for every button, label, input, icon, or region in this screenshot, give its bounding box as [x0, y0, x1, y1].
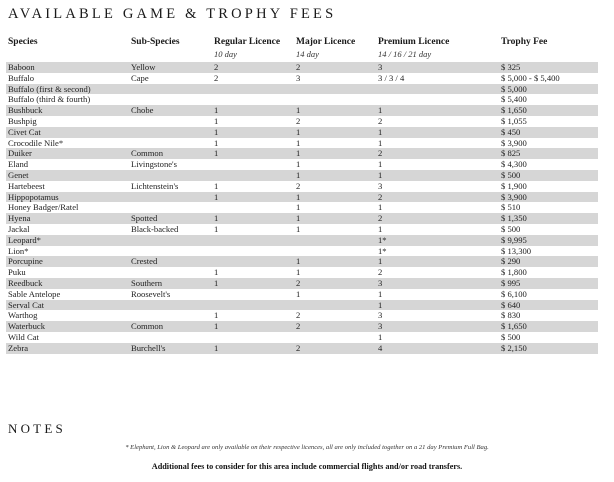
premium-licence-cell: 3	[378, 62, 383, 72]
species-cell: Porcupine	[8, 256, 43, 267]
table-row	[6, 289, 598, 300]
trophy-fee-cell: $ 510	[501, 202, 521, 213]
premium-licence-cell: 3	[378, 321, 383, 332]
premium-licence-cell: 1	[378, 256, 383, 267]
table-row	[6, 105, 598, 116]
species-cell: Bushbuck	[8, 105, 43, 116]
premium-licence-cell: 2	[378, 191, 383, 202]
subspecies-cell: Cape	[131, 72, 149, 83]
species-cell: Duiker	[8, 148, 32, 159]
trophy-fee-cell: $ 3,900	[501, 191, 527, 202]
table-row	[6, 181, 598, 192]
regular-licence-cell: 1	[214, 213, 219, 224]
major-licence-cell: 2	[296, 310, 301, 321]
trophy-fee-cell: $ 5,400	[501, 94, 527, 105]
subspecies-cell: Common	[131, 321, 163, 332]
trophy-fee-cell: $ 13,300	[501, 245, 532, 256]
major-licence-cell: 2	[296, 277, 301, 288]
table-row	[6, 246, 598, 257]
table-row	[6, 138, 598, 149]
trophy-fee-cell: $ 4,300	[501, 159, 527, 170]
major-licence-cell: 1	[296, 126, 301, 137]
regular-licence-cell: 1	[214, 137, 219, 148]
regular-licence-cell: 1	[214, 180, 219, 191]
table-row	[6, 321, 598, 332]
major-licence-cell: 1	[296, 105, 301, 116]
species-cell: Serval Cat	[8, 299, 45, 310]
table-row	[6, 170, 598, 181]
subspecies-cell: Chobe	[131, 105, 154, 116]
trophy-fee-cell: $ 5,000	[501, 83, 527, 94]
premium-licence-cell: 4	[378, 342, 383, 353]
premium-licence-cell: 1	[378, 223, 383, 234]
table-row	[6, 159, 598, 170]
major-licence-cell: 2	[296, 62, 301, 72]
trophy-fee-cell: $ 995	[501, 277, 521, 288]
species-cell: Puku	[8, 267, 26, 278]
header-major-duration: 14 day	[296, 49, 319, 59]
regular-licence-cell: 1	[214, 105, 219, 116]
trophy-fee-cell: $ 450	[501, 126, 521, 137]
premium-licence-cell: 1	[378, 137, 383, 148]
regular-licence-cell: 2	[214, 62, 219, 72]
premium-licence-cell: 2	[378, 213, 383, 224]
species-cell: Genet	[8, 169, 29, 180]
premium-licence-cell: 1	[378, 288, 383, 299]
header-regular-duration: 10 day	[214, 49, 237, 59]
table-row	[6, 192, 598, 203]
species-cell: Eland	[8, 159, 29, 170]
notes-heading: NOTES	[8, 421, 66, 436]
major-licence-cell: 2	[296, 342, 301, 353]
species-cell: Hartebeest	[8, 180, 45, 191]
table-row	[6, 148, 598, 159]
subspecies-cell: Crested	[131, 256, 158, 267]
table-row	[6, 202, 598, 213]
species-cell: Jackal	[8, 223, 30, 234]
species-cell: Crocodile Nile*	[8, 137, 64, 148]
species-cell: Honey Badger/Ratel	[8, 202, 79, 213]
header-subspecies: Sub-Species	[131, 37, 180, 47]
table-row	[6, 94, 598, 105]
table-row	[6, 267, 598, 278]
species-cell: Zebra	[8, 342, 29, 353]
regular-licence-cell: 1	[214, 115, 219, 126]
premium-licence-cell: 3	[378, 277, 383, 288]
major-licence-cell: 2	[296, 180, 301, 191]
header-species: Species	[8, 37, 38, 47]
table-row	[6, 300, 598, 311]
species-cell: Wild Cat	[8, 331, 39, 342]
additional-fees-note: Additional fees to consider for this area include commercial flights and/or road transfers.	[151, 462, 463, 471]
trophy-fee-cell: $ 500	[501, 169, 521, 180]
premium-licence-cell: 2	[378, 267, 383, 278]
header-premium-duration: 14 / 16 / 21 day	[378, 49, 432, 59]
major-licence-cell: 1	[296, 223, 301, 234]
major-licence-cell: 1	[296, 267, 301, 278]
page-title: AVAILABLE GAME & TROPHY FEES	[8, 6, 337, 22]
trophy-fee-cell: $ 325	[501, 62, 521, 72]
table-row	[6, 235, 598, 246]
major-licence-cell: 1	[296, 256, 301, 267]
trophy-fee-cell: $ 1,350	[501, 213, 527, 224]
table-row	[6, 224, 598, 235]
premium-licence-cell: 3 / 3 / 4	[378, 72, 405, 83]
regular-licence-cell: 1	[214, 223, 219, 234]
table-row	[6, 62, 598, 73]
notes-footnote: * Elephant, Lion & Leopard are only available on their respective licences, all are only included together on a 21 day Premium Full Bag.	[125, 444, 489, 451]
table-row	[6, 310, 598, 321]
major-licence-cell: 2	[296, 321, 301, 332]
regular-licence-cell: 1	[214, 310, 219, 321]
species-cell: Warthog	[8, 310, 38, 321]
subspecies-cell: Livingstone's	[131, 159, 177, 170]
regular-licence-cell: 1	[214, 148, 219, 159]
header-premium-licence: Premium Licence	[378, 37, 450, 47]
premium-licence-cell: 1	[378, 105, 383, 116]
species-cell: Baboon	[8, 62, 35, 72]
species-cell: Hyena	[8, 213, 31, 224]
major-licence-cell: 1	[296, 148, 301, 159]
header-regular-licence: Regular Licence	[214, 37, 281, 47]
regular-licence-cell: 2	[214, 72, 219, 83]
subspecies-cell: Spotted	[131, 213, 158, 224]
regular-licence-cell: 1	[214, 277, 219, 288]
species-cell: Lion*	[8, 245, 29, 256]
species-cell: Buffalo	[8, 72, 35, 83]
subspecies-cell: Common	[131, 148, 163, 159]
species-cell: Reedbuck	[8, 277, 43, 288]
subspecies-cell: Burchell's	[131, 342, 166, 353]
premium-licence-cell: 1	[378, 331, 383, 342]
trophy-fee-cell: $ 640	[501, 299, 521, 310]
species-cell: Sable Antelope	[8, 288, 61, 299]
major-licence-cell: 1	[296, 137, 301, 148]
trophy-fee-cell: $ 500	[501, 331, 521, 342]
trophy-fee-cell: $ 2,150	[501, 342, 527, 353]
species-cell: Waterbuck	[8, 321, 46, 332]
trophy-fee-cell: $ 6,100	[501, 288, 527, 299]
regular-licence-cell: 1	[214, 191, 219, 202]
regular-licence-cell: 1	[214, 267, 219, 278]
major-licence-cell: 2	[296, 115, 301, 126]
table-row	[6, 278, 598, 289]
subspecies-cell: Yellow	[131, 62, 156, 72]
premium-licence-cell: 1	[378, 202, 383, 213]
premium-licence-cell: 1	[378, 126, 383, 137]
major-licence-cell: 1	[296, 159, 301, 170]
trophy-fee-cell: $ 1,055	[501, 115, 527, 126]
major-licence-cell: 1	[296, 288, 301, 299]
trophy-fee-cell: $ 9,995	[501, 234, 527, 245]
table-row	[6, 84, 598, 95]
premium-licence-cell: 1	[378, 169, 383, 180]
table-row	[6, 116, 598, 127]
table-row	[6, 213, 598, 224]
premium-licence-cell: 2	[378, 115, 383, 126]
trophy-fee-cell: $ 500	[501, 223, 521, 234]
premium-licence-cell: 1*	[378, 245, 387, 256]
table-row	[6, 332, 598, 343]
regular-licence-cell: 1	[214, 126, 219, 137]
fees-table	[6, 62, 598, 354]
major-licence-cell: 1	[296, 202, 301, 213]
trophy-fee-cell: $ 825	[501, 148, 521, 159]
subspecies-cell: Black-backed	[131, 223, 179, 234]
table-row	[6, 127, 598, 138]
species-cell: Civet Cat	[8, 126, 41, 137]
trophy-fee-cell: $ 3,900	[501, 137, 527, 148]
subspecies-cell: Southern	[131, 277, 163, 288]
regular-licence-cell: 1	[214, 321, 219, 332]
species-cell: Buffalo (first & second)	[8, 83, 91, 94]
header-major-licence: Major Licence	[296, 37, 356, 47]
table-row	[6, 73, 598, 84]
regular-licence-cell: 1	[214, 342, 219, 353]
trophy-fee-cell: $ 5,000 - $ 5,400	[501, 72, 560, 83]
species-cell: Hippopotamus	[8, 191, 59, 202]
major-licence-cell: 1	[296, 213, 301, 224]
species-cell: Bushpig	[8, 115, 37, 126]
species-cell: Buffalo (third & fourth)	[8, 94, 91, 105]
table-row	[6, 256, 598, 267]
trophy-fee-cell: $ 830	[501, 310, 521, 321]
major-licence-cell: 3	[296, 72, 301, 83]
premium-licence-cell: 3	[378, 180, 383, 191]
subspecies-cell: Lichtenstein's	[131, 180, 179, 191]
trophy-fee-cell: $ 1,650	[501, 105, 527, 116]
major-licence-cell: 1	[296, 191, 301, 202]
table-row	[6, 343, 598, 354]
trophy-fee-cell: $ 1,800	[501, 267, 527, 278]
trophy-fee-cell: $ 1,650	[501, 321, 527, 332]
premium-licence-cell: 2	[378, 148, 383, 159]
trophy-fee-cell: $ 1,900	[501, 180, 527, 191]
premium-licence-cell: 3	[378, 310, 383, 321]
header-trophy-fee: Trophy Fee	[501, 37, 548, 47]
species-cell: Leopard*	[8, 234, 41, 245]
major-licence-cell: 1	[296, 169, 301, 180]
premium-licence-cell: 1*	[378, 234, 387, 245]
trophy-fee-cell: $ 290	[501, 256, 521, 267]
subspecies-cell: Roosevelt's	[131, 288, 171, 299]
premium-licence-cell: 1	[378, 159, 383, 170]
premium-licence-cell: 1	[378, 299, 383, 310]
